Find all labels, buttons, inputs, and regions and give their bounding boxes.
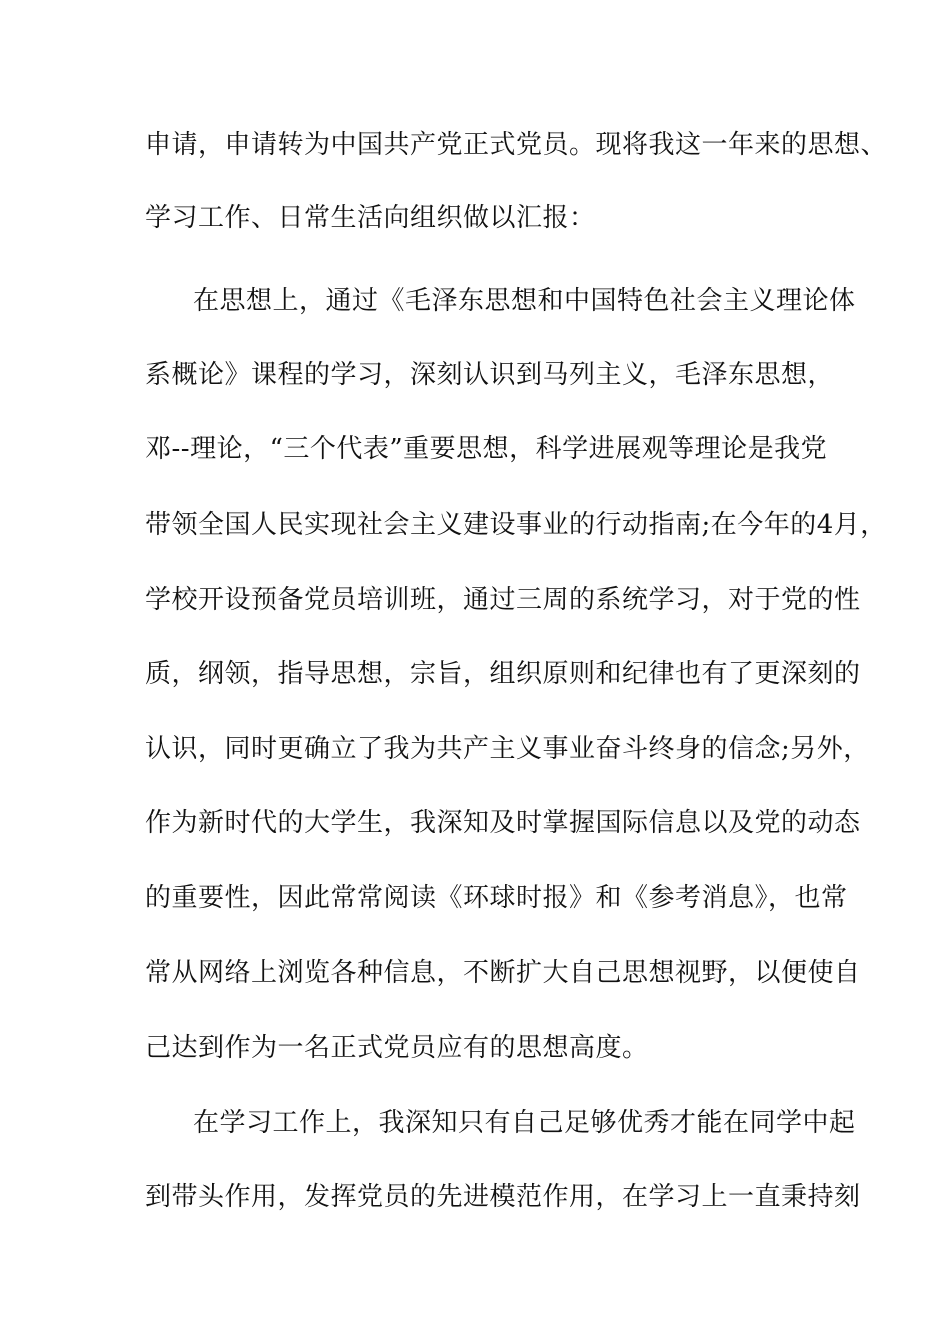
text-line: 学习工作、日常生活向组织做以汇报：	[145, 203, 596, 233]
text-line: 到带头作用，发挥党员的先进模范作用，在学习上一直秉持刻	[145, 1182, 861, 1212]
text-line: 作为新时代的大学生，我深知及时掌握国际信息以及党的动态	[145, 808, 861, 838]
text-line: 申请，申请转为中国共产党正式党员。现将我这一年来的思想、	[145, 130, 888, 160]
text-line: 带领全国人民实现社会主义建设事业的行动指南;在今年的4月，	[145, 510, 887, 540]
paragraph-start-line: 在学习工作上，我深知只有自己足够优秀才能在同学中起	[193, 1108, 856, 1138]
text-line: 邓--理论，“三个代表”重要思想，科学进展观等理论是我党	[145, 434, 828, 464]
paragraph-start-line: 在思想上，通过《毛泽东思想和中国特色社会主义理论体	[193, 286, 856, 316]
text-line: 学校开设预备党员培训班，通过三周的系统学习，对于党的性	[145, 585, 861, 615]
text-line: 认识，同时更确立了我为共产主义事业奋斗终身的信念;另外，	[145, 734, 870, 764]
text-line: 常从网络上浏览各种信息，不断扩大自己思想视野，以便使自	[145, 958, 861, 988]
text-line: 己达到作为一名正式党员应有的思想高度。	[145, 1033, 649, 1063]
text-line: 质，纲领，指导思想，宗旨，组织原则和纪律也有了更深刻的	[145, 659, 861, 689]
text-line: 的重要性，因此常常阅读《环球时报》和《参考消息》，也常	[145, 883, 848, 913]
text-line: 系概论》课程的学习，深刻认识到马列主义，毛泽东思想，	[145, 360, 835, 390]
